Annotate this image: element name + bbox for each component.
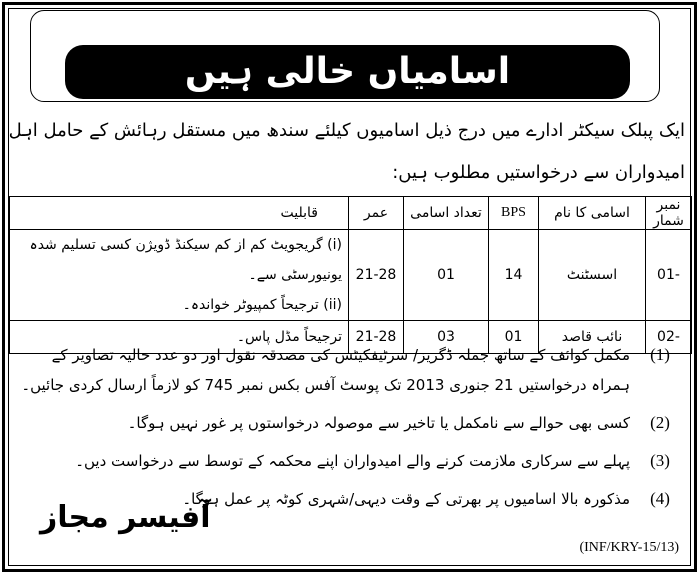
page-title: اسامیاں خالی ہیں xyxy=(65,45,630,99)
cell-post: نائب قاصد xyxy=(539,321,646,354)
cell-count: 03 xyxy=(404,321,489,354)
intro-text: ایک پبلک سیکٹر ادارے میں درج ذیل اسامیوں کیلئے سندھ میں مستقل رہائش کے حامل اہل امیدواران سے درخواستیں مطلوب ہیں: xyxy=(8,120,685,183)
header-serial: نمبر شمار xyxy=(646,197,692,230)
cell-post: اسسٹنٹ xyxy=(539,230,646,321)
cell-qualification: ترجیحاً مڈل پاس۔ xyxy=(10,321,349,354)
note-text: کسی بھی حوالے سے نامکمل یا تاخیر سے موصولہ درخواستوں پر غور نہیں ہوگا۔ xyxy=(127,414,630,432)
cell-serial: -01 xyxy=(646,230,692,321)
note-item xyxy=(14,340,690,408)
note-number: (3) xyxy=(650,451,670,470)
note-number: (1) xyxy=(650,345,670,364)
note-item xyxy=(14,408,690,446)
qualification-line: (ii) ترجیحاً کمپیوٹر خواندہ۔ xyxy=(182,297,342,313)
cell-age: 21-28 xyxy=(349,230,404,321)
cell-bps: 01 xyxy=(489,321,539,354)
header-age: عمر xyxy=(349,197,404,230)
signature: آفیسر مجاز xyxy=(40,500,211,535)
cell-qualification xyxy=(10,230,349,321)
cell-serial: -02 xyxy=(646,321,692,354)
header-bps: BPS xyxy=(489,197,539,230)
cell-bps: 14 xyxy=(489,230,539,321)
cell-age: 21-28 xyxy=(349,321,404,354)
header-count: تعداد اسامی xyxy=(404,197,489,230)
note-text: مذکورہ بالا اسامیوں پر بھرتی کے وقت دیہی/شہری کوٹہ پر عمل ہوگا۔ xyxy=(182,490,630,508)
header-qualification: قابلیت xyxy=(10,197,349,230)
note-text: پہلے سے سرکاری ملازمت کرنے والے امیدواران اپنے محکمہ کے توسط سے درخواست دیں۔ xyxy=(75,452,630,470)
cell-count: 01 xyxy=(404,230,489,321)
notes-list xyxy=(14,340,690,522)
header-post: اسامی کا نام xyxy=(539,197,646,230)
vacancies-table xyxy=(9,196,692,354)
note-item xyxy=(14,446,690,484)
note-text: مکمل کوائف کے ساتھ جملہ ڈگریز/ سرٹیفکیٹس کی مصدقہ نقول اور دو عدد حالیہ تصاویر کے ہمراہ درخواستیں 21 جنوری 2013 تک پوسٹ آفس بکس نمبر 745 کو لازماً ارسال کردی جائیں۔ xyxy=(21,346,630,394)
table-header xyxy=(10,197,692,230)
reference-number: (INF/KRY-15/13) xyxy=(579,540,679,555)
table-row xyxy=(10,230,692,321)
note-number: (2) xyxy=(650,413,670,432)
note-number: (4) xyxy=(650,489,670,508)
qualification-line: (i) گریجویٹ کم از کم سیکنڈ ڈویژن کسی تسلیم شدہ یونیورسٹی سے۔ xyxy=(29,237,342,283)
